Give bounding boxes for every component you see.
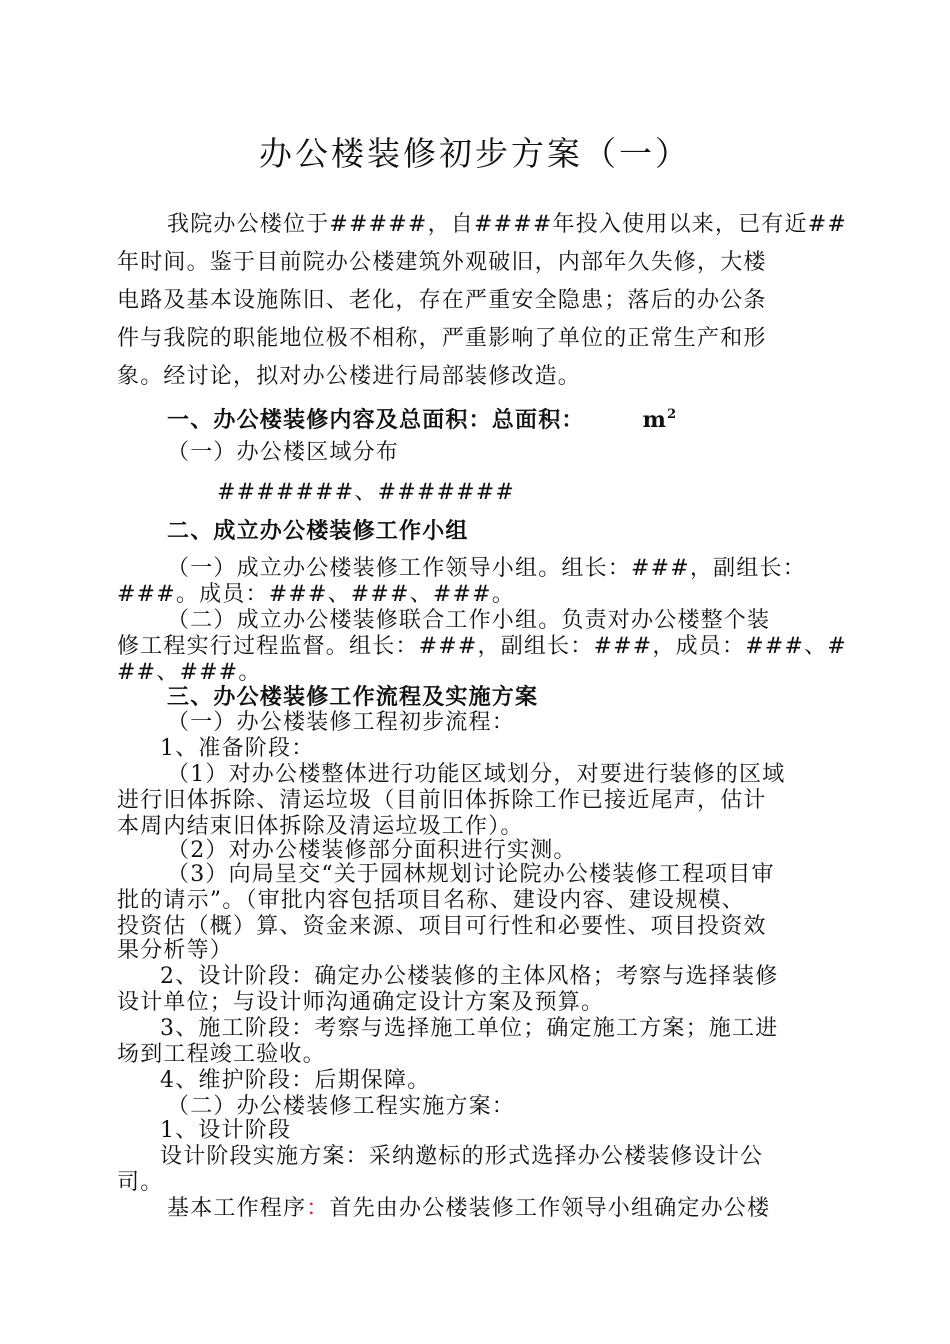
section-1-subheading: （一）办公楼区域分布 <box>167 440 400 465</box>
step-3-line-1: 3、施工阶段：考察与选择施工单位；确定施工方案；施工进 <box>160 1016 779 1041</box>
impl-step-1-title: 1、设计阶段 <box>160 1118 292 1143</box>
section-3-heading: 三、办公楼装修工作流程及实施方案 <box>167 684 539 710</box>
joint-group-line-2: 修工程实行过程监督。组长：###，副组长：###，成员：###、# <box>117 634 847 659</box>
section-1-heading <box>167 396 887 439</box>
area-unit-superscript: 2 <box>667 407 678 422</box>
step-1-3-line-3: 投资估（概）算、资金来源、项目可行性和必要性、项目投资效 <box>117 914 767 939</box>
intro-line-3: 电路及基本设施陈旧、老化，存在严重安全隐患；落后的办公条 <box>117 288 767 313</box>
step-3-line-2: 场到工程竣工验收。 <box>117 1042 326 1067</box>
section-3-subheading-1: （一）办公楼装修工程初步流程： <box>167 710 516 735</box>
intro-line-2: 年时间。鉴于目前院办公楼建筑外观破旧，内部年久失修，大楼 <box>117 250 767 275</box>
intro-line-1: 我院办公楼位于#####，自####年投入使用以来，已有近## <box>167 212 847 237</box>
step-4: 4、维护阶段：后期保障。 <box>160 1068 431 1093</box>
area-unit: m <box>642 407 668 433</box>
step-2-line-1: 2、设计阶段：确定办公楼装修的主体风格；考察与选择装修 <box>160 964 779 989</box>
basic-procedure-line <box>167 1196 887 1222</box>
leadership-group-line-2: ###。成员：###、###、###。 <box>117 582 516 607</box>
section-2-heading: 二、成立办公楼装修工作小组 <box>167 518 469 544</box>
section-3-subheading-2: （二）办公楼装修工程实施方案： <box>167 1094 516 1119</box>
section-1-heading-text: 一、办公楼装修内容及总面积：总面积： <box>167 407 585 433</box>
step-1-1-line-3: 本周内结束旧体拆除及清运垃圾工作）。 <box>117 814 524 839</box>
step-2-line-2: 设计单位；与设计师沟通确定设计方案及预算。 <box>117 990 605 1015</box>
document-title: 办公楼装修初步方案（一） <box>259 134 691 173</box>
joint-group-line-1: （二）成立办公楼装修联合工作小组。负责对办公楼整个装 <box>167 608 771 633</box>
area-distribution-value: #######、####### <box>217 480 516 505</box>
step-1-1-line-2: 进行旧体拆除、清运垃圾（目前旧体拆除工作已接近尾声，估计 <box>117 788 767 813</box>
step-1-2: （2）对办公楼装修部分面积进行实测。 <box>167 838 577 863</box>
basic-procedure-text: 首先由办公楼装修工作领导小组确定办公楼 <box>329 1196 771 1221</box>
basic-procedure-colon: ： <box>306 1196 330 1221</box>
intro-line-4: 件与我院的职能地位极不相称，严重影响了单位的正常生产和形 <box>117 326 767 351</box>
step-1-3-line-2: 批的请示”。（审批内容包括项目名称、建设内容、建设规模、 <box>117 888 745 913</box>
step-1-title: 1、准备阶段： <box>160 736 315 761</box>
impl-step-1-line-1: 设计阶段实施方案：采纳邀标的形式选择办公楼装修设计公 <box>160 1144 764 1169</box>
leadership-group-line-1: （一）成立办公楼装修工作领导小组。组长：###，副组长： <box>167 556 806 581</box>
joint-group-line-3: ##、###。 <box>117 660 262 685</box>
step-1-3-line-1: （3）向局呈交“关于园林规划讨论院办公楼装修工程项目审 <box>167 862 775 887</box>
step-1-3-line-4: 果分析等） <box>117 938 234 963</box>
impl-step-1-line-2: 司。 <box>117 1170 164 1195</box>
intro-line-5: 象。经讨论，拟对办公楼进行局部装修改造。 <box>117 364 582 389</box>
basic-procedure-label: 基本工作程序 <box>167 1196 307 1221</box>
step-1-1-line-1: （1）对办公楼整体进行功能区域划分，对要进行装修的区域 <box>167 762 786 787</box>
